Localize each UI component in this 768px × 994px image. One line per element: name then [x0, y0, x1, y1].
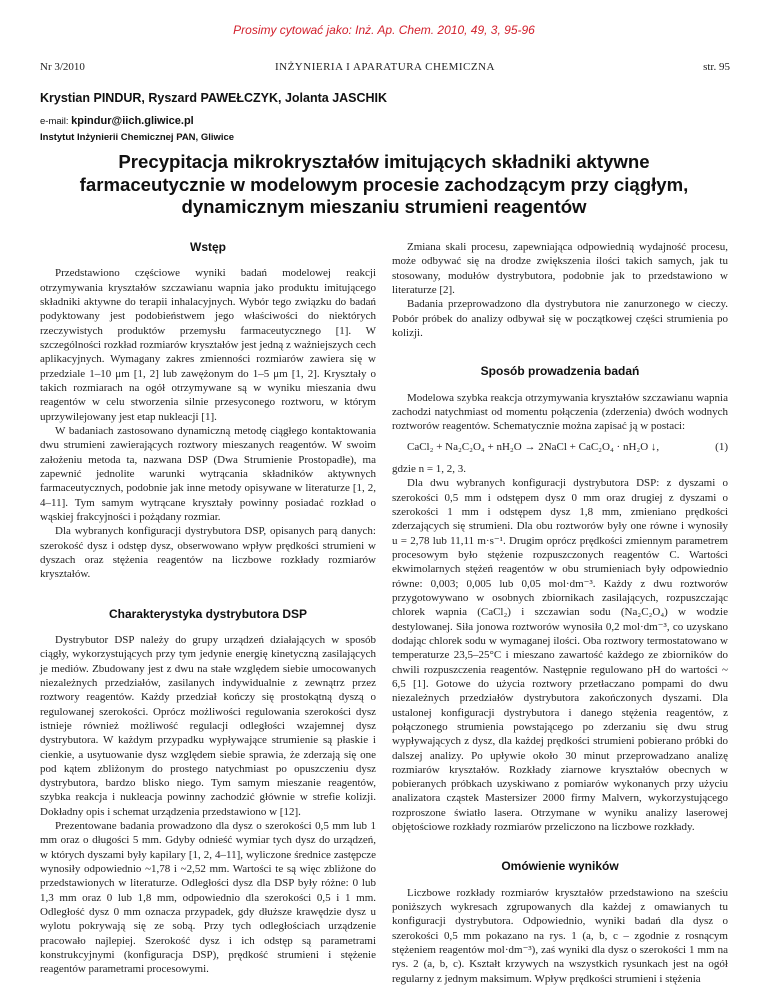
results-paragraph-1: Liczbowe rozkłady rozmiarów kryształów przedstawiono na sześciu poniższych wykresach zgrupowanych dla każdej z omawianych tu konfiguracji dystrybutora. Odpowiednio, wyniki badań dla dysz o szerokości 0,5 mm pokazano na rys. 1 (a, b, c – zgodnie z rosnącym stężeniem reagentów mol·dm⁻³), zaś wyniki dla dysz o szerokości 1 mm na rys. 2 (a, b, c). Kształt krzywych na wszystkich rysunkach jest na ogół regularny z jednym maksimum. Wpływ prędkości strumieni i stężenia [392, 886, 728, 985]
scale-paragraph-2: Badania przeprowadzono dla dystrybutora nie zanurzonego w cieczy. Pobór próbek do analizy odbywał się w początkowej części strumienia po kolizji. [392, 298, 728, 339]
running-header [40, 61, 730, 77]
section-heading-dsp: Charakterystyka dystrybutora DSP [108, 606, 308, 621]
institute-affiliation: Instytut Inżynierii Chemicznej PAN, Gliwice [40, 132, 235, 143]
equation-number: (1) [715, 440, 728, 453]
scale-paragraph-1: Zmiana skali procesu, zapewniająca odpowiednią wydajność procesu, może odbywać się na drodze zwiększenia ilości takich samych, jak tu stosowany, modułów dystrybutora, podobnie jak to przedstawiono w literaturze [2]. [392, 241, 728, 296]
method-paragraph-2: gdzie n = 1, 2, 3. [392, 462, 467, 475]
method-paragraph-1: Modelowa szybka reakcja otrzymywania kryształów szczawianu wapnia zachodzi natychmiast od momentu połączenia (zderzenia) dwóch wodnych roztworów reagentów. Schematycznie można zapisać ją w postaci: [392, 391, 728, 433]
section-heading-method: Sposób prowadzenia badań [480, 364, 640, 379]
left-column [40, 240, 376, 977]
paper-title: Precypitacja mikrokryształów imitujących składniki aktywne farmaceutycznie w modelowym procesie zachodzącym przy ciągłym, dynamicznym mieszaniu strumieni reagentów [79, 151, 689, 217]
method-paragraph-3: Dla dwu wybranych konfiguracji dystrybutora DSP: z dyszami o szerokości 0,5 mm i odstępem dysz 0 mm oraz drugiej z dyszami o szerokości 1 mm i odstępem dysz 1,8 mm, zmieniano prędkości zderzających się strumieni. Dla obu roztworów były one równe i wynosiły u = 2,78 lub 11,11 m·s⁻¹. Drugim oprócz prędkości zmiennym parametrem procesowym było stężenie rozpuszczonych reagentów C. Wartości ekwimolarnych stężeń reagentów w obu strumieniach były odpowiednio równe: 0,003; 0,005 lub 0,05 mol·dm⁻³. Każdy z dwu roztworów przygotowywano w osobnych zbiornikach zasilających, rozpuszczając chlorek wapnia (CaCl₂) i szczawian sodu (Na₂C₂O₄) w wodzie destylowanej. Siła jonowa roztworów wynosiła 0,2 mol·dm⁻³, co uzyskano dodając chlorek sodu w wymaganej ilości. Oba roztwory termostatowano w temperaturze 23,5–25°C i mieszano zawartość każdego ze zbiorników do chwili rozpuszczenia reagentów. Następnie regulowano pH do wartości ~ 6,5 [1]. Gotowe do użycia roztwory przetłaczano pompami do dwu niezależnych przedziałów dystrybutora zakończonych dyszami. Dla ustalonej konfiguracji dystrybutora i danego stężenia reagentów, z połączonego strumienia powstającego po zderzaniu się dwu strug wypływających z dysz, dla każdej prędkości strumieni pobierano próbki do dalszej analizy. Po upływie około 30 minut przeprowadzano analizę rozmiarów kryształów. Rozkłady ziarnowe kryształów obecnych w pobieranych próbkach uzyskiwano z pomiarów wykonanych przy użyciu analizatora cząstek Mastersizer 2000 firmy Malvern, wykorzystującego rozproszone światło lasera. Otrzymane w wyniku analizy laserowej objętościowe rozkłady rozmiarów przeliczono na liczbowe rozkłady. [392, 477, 728, 834]
author-list: Krystian PINDUR, Ryszard PAWEŁCZYK, Jolanta JASCHIK [40, 91, 388, 105]
page-number: str. 95 [703, 61, 730, 73]
section-heading-intro: Wstęp [190, 240, 226, 254]
intro-paragraph-2: W badaniach zastosowano dynamiczną metodę ciągłego kontaktowania dwu strumieni zawierających roztwory mieszanych reagentów. W swoim założeniu metoda ta, nazwana DSP (Dwa Strumienie Prostopadłe), ma zapewnić jednolite warunki wytrącania składników aktywnych farmaceutycznych, podobnie jak inne metody opisywane w literaturze [1, 2, 4–11]. Tym samym wytrącane kryształy powinny posiadać rozkład o wąskiej frakcyjności i pożądany rozmiar. [40, 424, 376, 523]
dsp-paragraph-1: Dystrybutor DSP należy do grupy urządzeń działających w sposób ciągły, wykorzystujących przy tym jedynie energię kinetyczną zasilających je mediów. Zbudowany jest z dwu na stałe względem siebie umocowanych niezależnych przedziałów, zasilanych indywidualnie z zewnątrz przez roztwory reagentów. Każdy przedział kończy się prostokątną dyszą o regulowanej szerokości. Oprócz możliwości regulowania szerokości dysz istnieje również możliwość regulacji odległości wzajemnej dysz dystrybutora. W każdym przypadku wypływające strumienie są płaskie i cienkie, a usytuowanie dysz względem siebie sprawia, że zderzają się one pod kątem zbliżonym do prostego natychmiast po opuszczeniu dysz dystrybutora, bardzo blisko niego. Tym samym mieszanie reagentów, szybka reakcja i nukleacja powinny zachodzić głównie w strefie kolizji. Dokładny opis i schemat urządzenia przedstawiono w [12]. [40, 633, 376, 818]
intro-paragraph-1: Przedstawiono częściowe wyniki badań modelowej reakcji otrzymywania kryształów szczawianu wapnia jako produktu imitującego składniki aktywne do terapii inhalacyjnych. Wybór tego związku do badań podyktowany jest podobieństwem jego właściwości do niektórych rzeczywistych produktów przemysłu farmaceutycznego [1]. W szczególności rozkład rozmiarów kryształów jest jedną z ważniejszych cech aplikacyjnych. Wymagany zakres zmienności rozmiarów zawiera się w przedziale 1–10 μm [1, 2] lub zawężonym do 1–5 μm [1, 2]. Kryształy o takich rozmiarach na ogół otrzymywane są w wyniku mieszania dwu reagentów w celu stworzenia silnie przesyconego roztworu, w którym uprzywilejowany jest etap nukleacji [1]. [40, 267, 376, 423]
citation-notice: Prosimy cytować jako: Inż. Ap. Chem. 2010, 49, 3, 95-96 [233, 23, 535, 37]
intro-paragraph-3: Dla wybranych konfiguracji dystrybutora DSP, opisanych parą danych: szerokość dysz i odstęp dysz, obserwowano wpływ prędkości strumieni w dyszach oraz stężenia reagentów na liczbowe rozkłady rozmiarów kryształów. [40, 525, 376, 581]
issue-number: Nr 3/2010 [40, 61, 85, 73]
equation-text: CaCl₂ + Na₂C₂O₄ + nH₂O → 2NaCl + CaC₂O₄ · nH₂O ↓, [407, 440, 660, 453]
dsp-paragraph-2: Prezentowane badania prowadzono dla dysz o szerokości 0,5 mm lub 1 mm oraz o długości 5 mm. Gdyby odnieść wymiar tych dysz do urządzeń, w których dyszami były kapilary [1, 2, 4–11], wyliczone średnice zastępcze wynosiły odpowiednio ~1,78 i ~2,52 mm. Wartości te są więc zbliżone do przedstawionych w literaturze. Odległości dysz dla DSP były różne: 0 lub 1,3 mm oraz 0 lub 1,8 mm, odpowiednio dla szerokości 0,5 i 1 mm. Odległość dysz 0 mm oznacza przypadek, gdy dłuższe krawędzie dysz u wylotu pokrywają się ze sobą. Przy tych odległościach urządzenie pracowało najlepiej. Szerokość dysz i ich odstęp są parametrami konstrukcyjnymi (konfiguracja DSP), prędkość strumieni i stężenie reagentów parametrami procesowymi. [40, 820, 376, 976]
section-heading-results: Omówienie wyników [501, 859, 619, 874]
email-line [40, 115, 194, 127]
email-address[interactable]: kpindur@iich.gliwice.pl [71, 115, 194, 127]
reaction-equation [392, 440, 728, 454]
journal-name: INŻYNIERIA I APARATURA CHEMICZNA [274, 61, 496, 73]
email-label: e-mail: [40, 116, 69, 127]
right-column [392, 240, 728, 986]
